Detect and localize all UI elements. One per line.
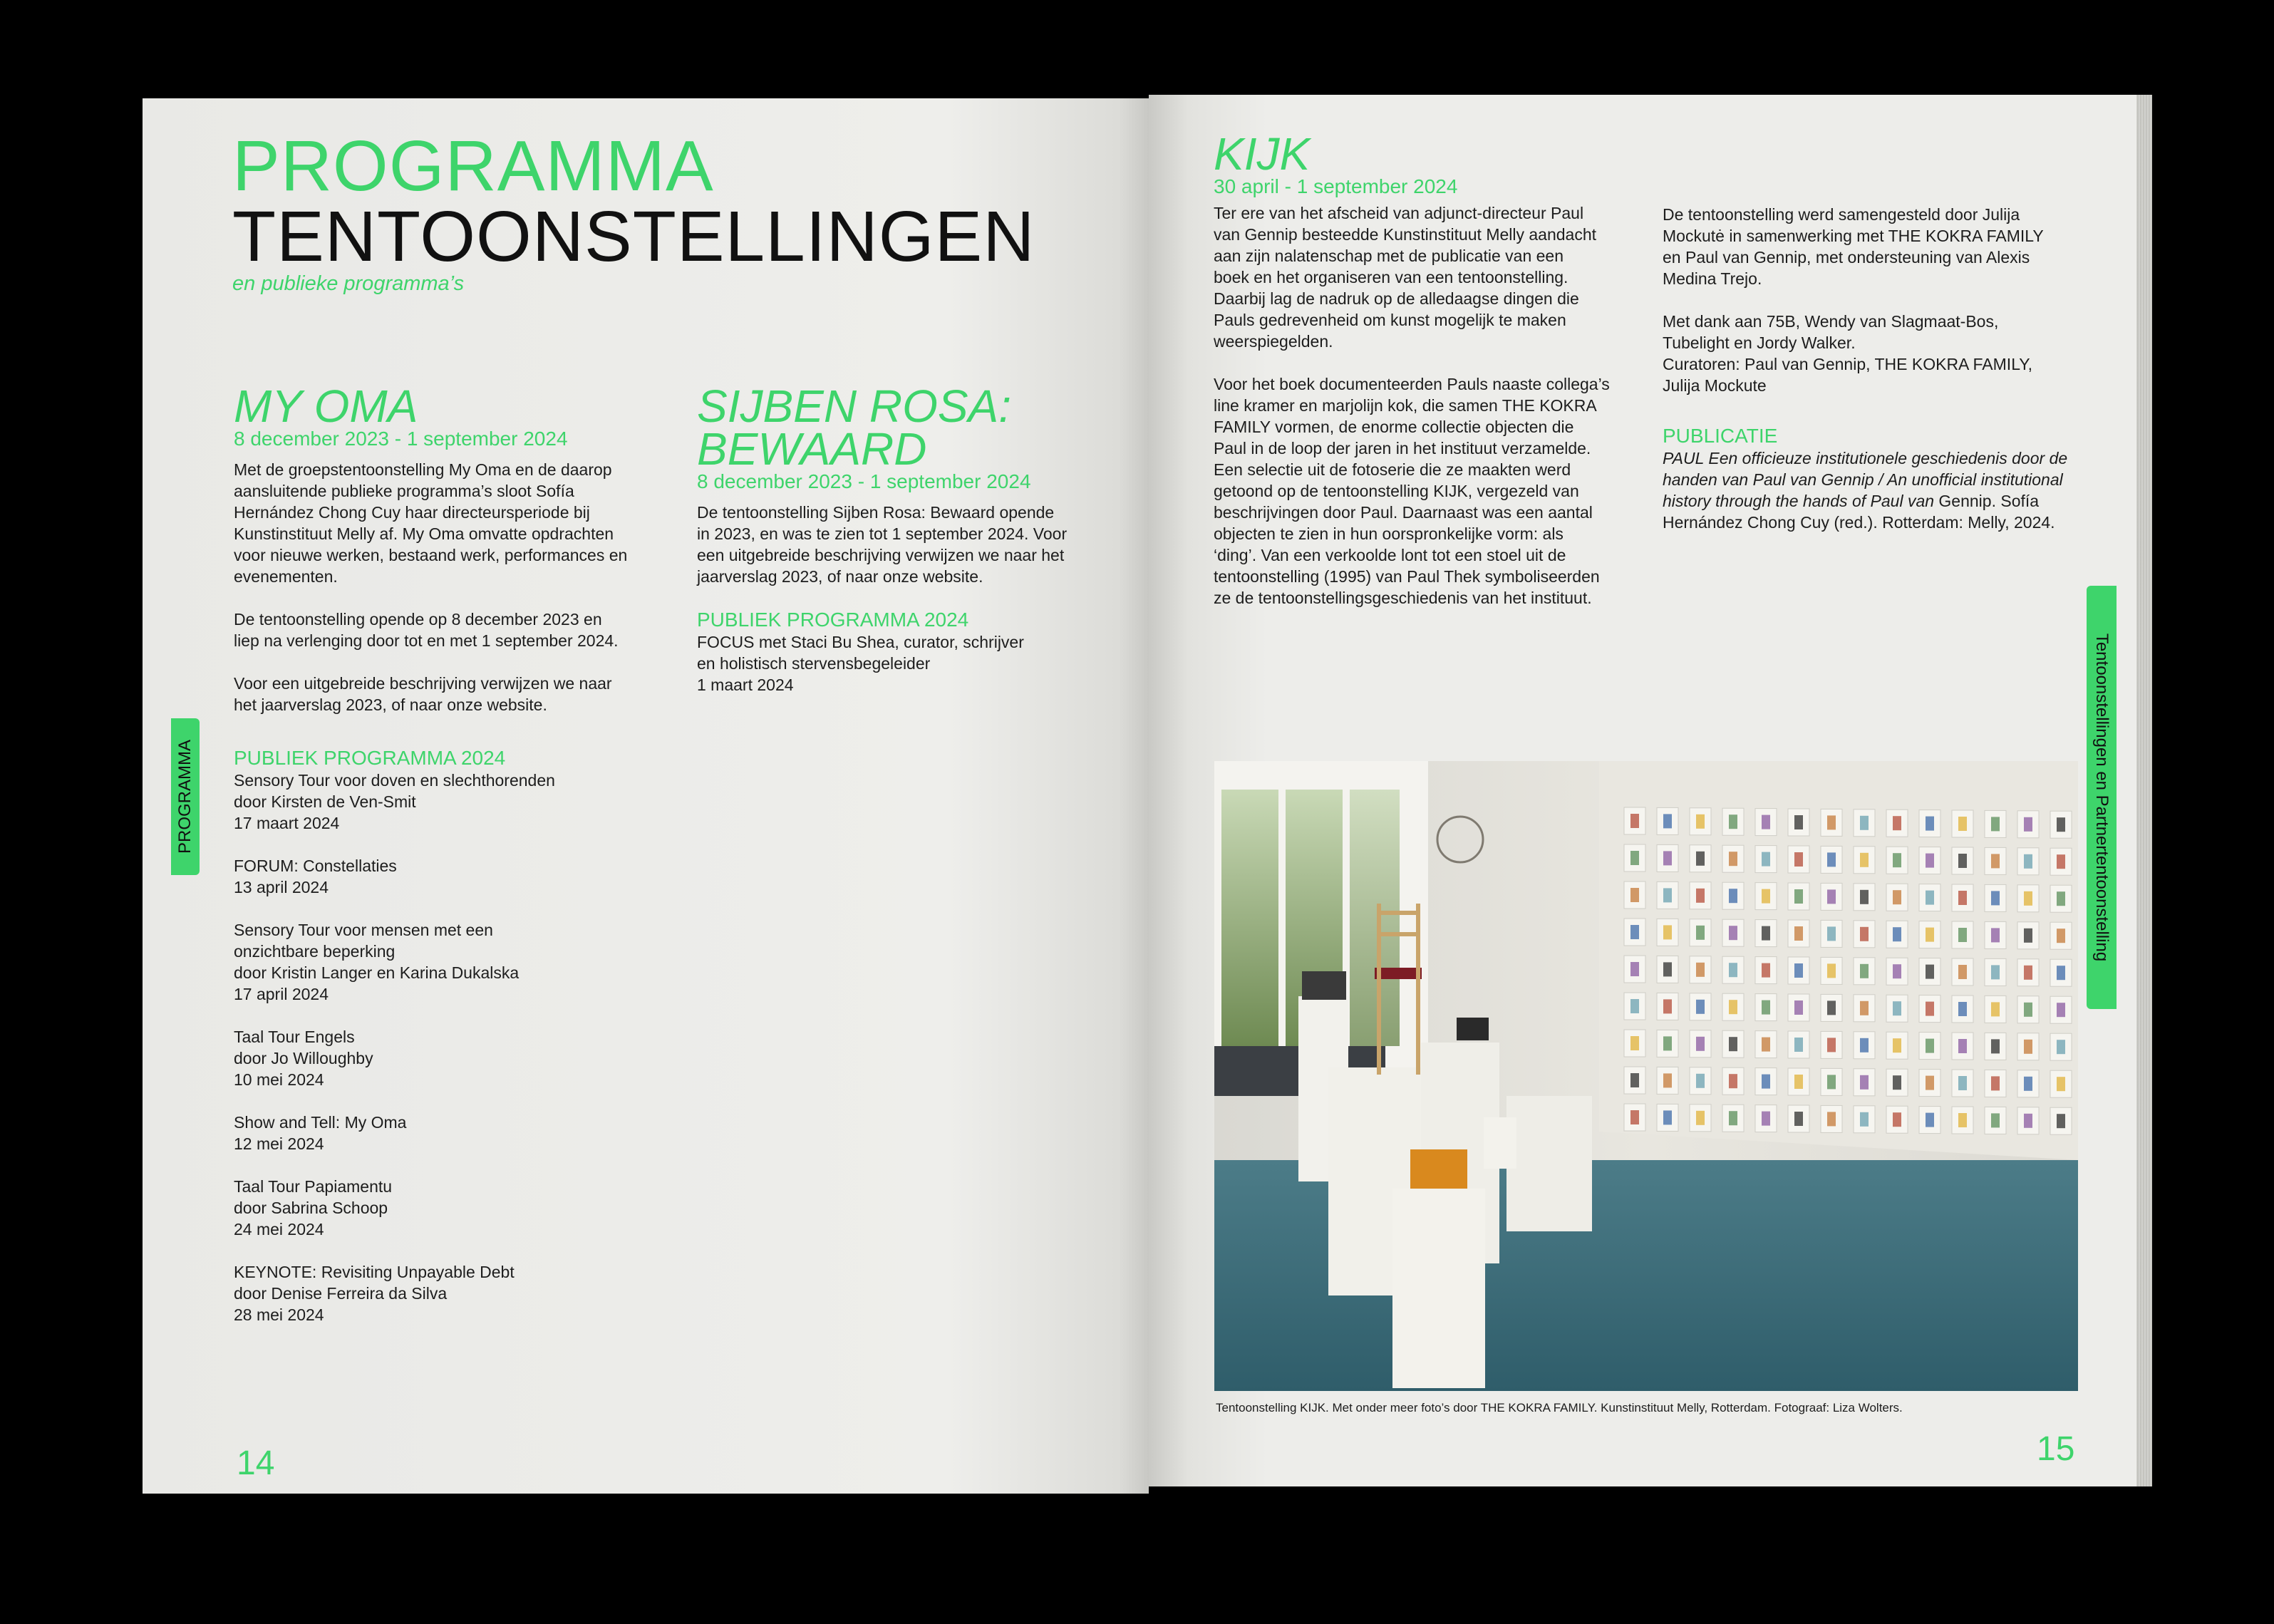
photo-frame-image xyxy=(1827,1075,1836,1089)
photo-frame-image xyxy=(1926,1039,1934,1053)
kijk-col2-para-1 xyxy=(1663,204,2090,289)
text-line: Voor het boek documenteerden Pauls naaste collega’s xyxy=(1214,375,1610,393)
text-line: getoond op de tentoonstelling KIJK, vergezeld van xyxy=(1214,482,1579,500)
text-line: KEYNOTE: Revisiting Unpayable Debt xyxy=(234,1263,515,1281)
photo-frame-image xyxy=(2024,1114,2032,1128)
photo-frame-image xyxy=(1893,890,1901,904)
text-line: 17 maart 2024 xyxy=(234,814,340,832)
photo-frame-image xyxy=(1860,1075,1869,1090)
plinth xyxy=(1506,1096,1592,1231)
photo-frame-image xyxy=(1729,1000,1737,1014)
window-pane xyxy=(1221,790,1278,1046)
text-line: Julija Mockute xyxy=(1663,376,1767,395)
text-line: institutional history through the hands of Paul van xyxy=(1663,470,2063,510)
photo-frame-image xyxy=(1893,927,1901,941)
photo-frame-image xyxy=(1860,890,1869,904)
photo-frame-image xyxy=(1991,965,2000,979)
photo-frame-image xyxy=(1827,889,1836,904)
photo-frame-image xyxy=(1630,1036,1639,1050)
body-sijben xyxy=(697,502,1125,587)
photo-frame-image xyxy=(2024,1040,2032,1054)
text-line: Medina Trejo. xyxy=(1663,269,1762,288)
photo-frame-image xyxy=(1630,1073,1639,1087)
text-line: PAUL xyxy=(1663,449,1704,467)
text-line: evenementen. xyxy=(234,567,338,586)
program-list-sijben xyxy=(697,631,1125,695)
text-line: ‘ding’. Van een verkoolde lont tot een stoel uit de xyxy=(1214,546,1566,564)
photo-frame-image xyxy=(1729,1037,1737,1051)
photo-frame-image xyxy=(1762,1038,1770,1052)
photo-frame-image xyxy=(1696,1111,1705,1125)
program-item xyxy=(234,1026,661,1090)
text-line: weerspiegelden. xyxy=(1214,332,1333,351)
photo-frame-image xyxy=(1794,1000,1803,1015)
photo-frame-image xyxy=(1762,889,1770,904)
text-line: liep na verlenging door tot en met 1 september 2024. xyxy=(234,631,619,650)
photo-frame-image xyxy=(2057,891,2065,906)
photo-frame-image xyxy=(1860,1001,1869,1015)
text-line: De tentoonstelling Sijben Rosa: Bewaard opende xyxy=(697,503,1055,522)
photo-frame-image xyxy=(1696,1074,1705,1088)
photo-frame-image xyxy=(2024,817,2032,832)
photo-frame-image xyxy=(1991,928,2000,942)
photo-frame-image xyxy=(1794,1075,1803,1089)
text-line: in 2023, en was te zien tot 1 september 2024. Voor xyxy=(697,524,1068,543)
text-line: beschrijvingen door Paul. Daarnaast was een aantal xyxy=(1214,503,1593,522)
photo-frame-image xyxy=(1696,852,1705,866)
text-line: objecten te zien in hun oorspronkelijke vorm: als xyxy=(1214,524,1564,543)
kijk-para-1 xyxy=(1214,202,1641,352)
photo-frame-image xyxy=(1991,891,2000,905)
dates-my-oma: 8 december 2023 - 1 september 2024 xyxy=(234,428,568,450)
text-line: Tubelight en Jordy Walker. xyxy=(1663,333,1856,352)
photo-frame-image xyxy=(1663,1073,1672,1087)
text-line: boek en het organiseren van een tentoonstelling. xyxy=(1214,268,1568,286)
publication-heading: PUBLICATIE xyxy=(1663,425,1778,447)
photo-frame-image xyxy=(1893,964,1901,978)
program-heading-sijben: PUBLIEK PROGRAMMA 2024 xyxy=(697,609,969,631)
text-line: Met dank aan 75B, Wendy van Slagmaat-Bos, xyxy=(1663,312,1999,331)
program-item xyxy=(234,1261,661,1325)
photo-frame-image xyxy=(1991,1076,2000,1090)
side-tab-left xyxy=(171,718,200,875)
photo-frame-image xyxy=(1860,853,1869,867)
program-item xyxy=(234,1176,661,1240)
photo-frame-image xyxy=(1794,963,1803,978)
photo-frame-image xyxy=(2024,854,2032,869)
page-number-right: 15 xyxy=(2037,1430,2075,1468)
photo-frame-image xyxy=(1696,963,1705,977)
photo-frame-image xyxy=(1794,815,1803,829)
text-line: 12 mei 2024 xyxy=(234,1134,324,1153)
photo-frame-image xyxy=(1696,1000,1705,1014)
text-line: het jaarverslag 2023, of naar onze website. xyxy=(234,695,547,714)
photo-frame-image xyxy=(1926,1113,1934,1127)
photo-frame-image xyxy=(1893,816,1901,830)
photo-frame-image xyxy=(1729,889,1737,903)
text-line: Mockutė in samenwerking met THE KOKRA FAMILY xyxy=(1663,227,2044,245)
exhibition-photo xyxy=(1214,761,2078,1391)
text-line: Kunstinstituut Melly af. My Oma omvatte opdrachten xyxy=(234,524,614,543)
photo-frame-image xyxy=(2024,929,2032,943)
page-edge xyxy=(2136,95,2152,1486)
text-line: Gennip. Sofía Hernández Chong Cuy (red.). xyxy=(1663,492,2040,532)
photo-frame-image xyxy=(1991,1113,2000,1127)
photo-frame-image xyxy=(1926,891,1934,905)
publication-text xyxy=(1663,448,2090,533)
photo-frame-image xyxy=(1958,928,1967,942)
text-line: Show and Tell: My Oma xyxy=(234,1113,407,1132)
photo-frame-image xyxy=(2057,929,2065,943)
text-line: Met de groepstentoonstelling My Oma en de daarop xyxy=(234,460,612,479)
dates-sijben: 8 december 2023 - 1 september 2024 xyxy=(697,470,1031,492)
text-line: Ter ere van het afscheid van adjunct-directeur Paul xyxy=(1214,204,1584,222)
photo-frame-image xyxy=(1630,851,1639,865)
photo-frame-image xyxy=(1958,1002,1967,1016)
photo-frame-image xyxy=(1991,1002,2000,1016)
page-number-left: 14 xyxy=(237,1444,275,1482)
program-list-my-oma xyxy=(234,770,661,1325)
photo-frame-image xyxy=(2057,1003,2065,1017)
photo-frame-image xyxy=(1958,1039,1967,1053)
photo-frame-image xyxy=(1860,1112,1869,1127)
photo-frame-image xyxy=(1893,1112,1901,1127)
text-line: en Paul van Gennip, met ondersteuning van Alexis xyxy=(1663,248,2030,267)
photo-frame-image xyxy=(1958,965,1967,979)
photo-frame-image xyxy=(1926,854,1934,868)
text-line: door Jo Willoughby xyxy=(234,1049,373,1067)
photo-frame-image xyxy=(1860,816,1869,830)
photo-frame-image xyxy=(1794,926,1803,941)
heading-sijben-line2: BEWAARD xyxy=(697,423,927,475)
photo-frame-image xyxy=(2057,1077,2065,1091)
section-my-oma xyxy=(234,381,661,1347)
tv-object xyxy=(1302,971,1346,1000)
photo-frame-image xyxy=(1926,965,1934,979)
photo-frame-image xyxy=(1762,815,1770,829)
photo-frame-image xyxy=(1762,1075,1770,1089)
text-line: een uitgebreide beschrijving verwijzen we naar het xyxy=(697,546,1065,564)
text-line: Daarbij lag de nadruk op de alledaagse dingen die xyxy=(1214,289,1579,308)
text-line: Sensory Tour voor mensen met een xyxy=(234,921,493,939)
text-line: en holistisch stervensbegeleider xyxy=(697,654,931,673)
text-line: voor nieuwe werken, bestaand werk, performances en xyxy=(234,546,628,564)
section-sijben-rosa xyxy=(697,381,1125,695)
text-line: Een officieuze institutionele geschiedenis door xyxy=(1708,449,2045,467)
kijk-col2-para-2 xyxy=(1663,311,2090,396)
title-tentoonstellingen: TENTOONSTELLINGEN xyxy=(232,197,1035,276)
photo-frame-image xyxy=(1663,962,1672,976)
text-line: Een selectie uit de fotoserie die ze maakten werd xyxy=(1214,460,1571,479)
orange-box-object xyxy=(1410,1149,1467,1189)
program-item xyxy=(234,1112,661,1154)
program-item xyxy=(234,770,661,834)
photo-frame-image xyxy=(1696,889,1705,903)
photo-frame-image xyxy=(1663,925,1672,939)
photo-frame-image xyxy=(1926,928,1934,942)
text-line: Hernández Chong Cuy haar directeursperiode bij xyxy=(234,503,590,522)
photo-frame-image xyxy=(1630,962,1639,976)
program-heading-my-oma: PUBLIEK PROGRAMMA 2024 xyxy=(234,747,506,769)
text-line: door Denise Ferreira da Silva xyxy=(234,1284,448,1303)
text-line: door Sabrina Schoop xyxy=(234,1199,388,1217)
dates-kijk: 30 april - 1 september 2024 xyxy=(1214,175,1458,197)
my-oma-para-2 xyxy=(234,609,661,651)
photo-frame-image xyxy=(1926,1076,1934,1090)
text-line: Taal Tour Engels xyxy=(234,1028,355,1046)
title-programma: PROGRAMMA xyxy=(232,126,714,206)
body-kijk xyxy=(1214,202,1641,609)
photo-frame-image xyxy=(1991,817,2000,831)
text-line: FORUM: Constellaties xyxy=(234,857,397,875)
text-line: FOCUS met Staci Bu Shea, curator, schrijver xyxy=(697,633,1024,651)
photo-frame-image xyxy=(1630,814,1639,828)
photo-frame-image xyxy=(1729,814,1737,829)
photo-frame-image xyxy=(2057,966,2065,980)
text-line: Pauls gedrevenheid om kunst mogelijk te maken xyxy=(1214,311,1566,329)
photo-frame-image xyxy=(1893,1038,1901,1053)
photo-frame-image xyxy=(1860,964,1869,978)
photo-frame-image xyxy=(1794,889,1803,904)
photo-frame-image xyxy=(1663,814,1672,828)
photo-frame-image xyxy=(1630,888,1639,902)
photo-frame-image xyxy=(1860,927,1869,941)
text-line: Rotterdam: Melly, 2024. xyxy=(1882,513,2055,532)
photo-frame-image xyxy=(2057,1040,2065,1054)
plinth xyxy=(1484,1117,1516,1169)
photo-frame-image xyxy=(1794,852,1803,867)
text-line: Paul in de loop der jaren in het instituut verzamelde. xyxy=(1214,439,1591,457)
heading-my-oma: MY OMA xyxy=(234,381,418,432)
side-tab-right xyxy=(2087,586,2117,1009)
body-kijk-col2 xyxy=(1663,204,2090,396)
text-line: Sensory Tour voor doven en slechthorenden xyxy=(234,771,555,790)
photo-frame-image xyxy=(1663,888,1672,902)
text-line: De tentoonstelling werd samengesteld door Julija xyxy=(1663,205,2020,224)
text-line: jaarverslag 2023, of naar onze website. xyxy=(697,567,983,586)
photo-frame-image xyxy=(1926,817,1934,831)
photo-frame-image xyxy=(1827,1038,1836,1052)
text-line: 17 april 2024 xyxy=(234,985,329,1003)
photo-frame-image xyxy=(1729,1111,1737,1125)
photo-frame-image xyxy=(1958,817,1967,831)
photo-frame-image xyxy=(1926,1002,1934,1016)
section-kijk-col2 xyxy=(1663,204,2090,533)
photo-frame-image xyxy=(2024,966,2032,980)
photo-frame-image xyxy=(1794,1112,1803,1126)
photo-frame-image xyxy=(1860,1038,1869,1053)
photo-frame-image xyxy=(1630,999,1639,1013)
photo-frame-image xyxy=(1762,1000,1770,1015)
section-kijk xyxy=(1214,128,1641,630)
photo-frame-image xyxy=(2057,817,2065,832)
photo-frame-image xyxy=(1630,1110,1639,1124)
photo-frame-image xyxy=(1827,963,1836,978)
photo-frame-image xyxy=(1663,1110,1672,1124)
text-line: aansluitende publieke programma’s sloot Sofía xyxy=(234,482,574,500)
photo-frame-image xyxy=(2057,854,2065,869)
photo-frame-image xyxy=(1827,926,1836,941)
text-line: Voor een uitgebreide beschrijving verwijzen we naar xyxy=(234,674,612,693)
text-line: De tentoonstelling opende op 8 december 2023 en xyxy=(234,610,602,629)
my-oma-para-1 xyxy=(234,459,661,587)
text-line: de handen van Paul van Gennip / An unofficial xyxy=(1663,449,2068,489)
text-line: van Gennip besteedde Kunstinstituut Melly aandacht xyxy=(1214,225,1597,244)
text-line: FAMILY vormen, de enorme collectie objecten die xyxy=(1214,418,1574,436)
photo-frame-image xyxy=(1893,853,1901,867)
photo-frame-image xyxy=(1762,963,1770,978)
photo-frame-image xyxy=(1696,926,1705,940)
text-line: 24 mei 2024 xyxy=(234,1220,324,1238)
photo-frame-image xyxy=(1893,1075,1901,1090)
heading-sijben-line1: SIJBEN ROSA: xyxy=(697,381,1011,432)
photo-frame-image xyxy=(1827,1000,1836,1015)
photo-frame-image xyxy=(1794,1038,1803,1052)
photo-frame-image xyxy=(1696,1037,1705,1051)
exhibition-photo-illustration xyxy=(1214,761,2078,1391)
text-line: 10 mei 2024 xyxy=(234,1070,324,1089)
my-oma-para-3 xyxy=(234,673,661,715)
side-tab-left-label: PROGRAMMA xyxy=(175,739,195,854)
text-line: onzichtbare beperking xyxy=(234,942,396,961)
photo-frame-image xyxy=(1663,1036,1672,1050)
text-line: aan zijn nalatenschap met de publicatie van een xyxy=(1214,247,1564,265)
photo-frame-image xyxy=(1630,925,1639,939)
text-line: door Kirsten de Ven-Smit xyxy=(234,792,416,811)
photo-frame-image xyxy=(1893,1001,1901,1015)
photo-frame-image xyxy=(1991,1039,2000,1053)
photo-frame-image xyxy=(1958,854,1967,868)
text-line: tentoonstelling (1995) van Paul Thek symboliseerden xyxy=(1214,567,1600,586)
photo-frame-image xyxy=(1663,999,1672,1013)
photo-frame-image xyxy=(1827,852,1836,867)
text-line: door Kristin Langer en Karina Dukalska xyxy=(234,963,520,982)
photo-frame-image xyxy=(1729,1074,1737,1088)
text-line: Taal Tour Papiamentu xyxy=(234,1177,393,1196)
photo-frame-image xyxy=(1729,926,1737,940)
body-my-oma xyxy=(234,459,661,715)
photo-frame-image xyxy=(2024,1003,2032,1017)
photo-frame-image xyxy=(1958,1113,1967,1127)
photo-frame-image xyxy=(1827,815,1836,829)
text-line: ze de tentoonstellingsgeschiedenis van het instituut. xyxy=(1214,589,1592,607)
text-line: Curatoren: Paul van Gennip, THE KOKRA FAMILY, xyxy=(1663,355,2033,373)
page-subtitle: en publieke programma’s xyxy=(232,272,465,295)
heading-kijk: KIJK xyxy=(1214,128,1311,180)
photo-frame-image xyxy=(1991,854,2000,868)
photo-frame-image xyxy=(1729,963,1737,977)
photo-frame-image xyxy=(2024,1077,2032,1091)
photo-frame-image xyxy=(1762,1112,1770,1126)
program-item xyxy=(234,919,661,1005)
text-line: line kramer en marjolijn kok, die samen THE KOKRA xyxy=(1214,396,1597,415)
window-pane xyxy=(1350,790,1400,1046)
photo-frame-image xyxy=(2057,1114,2065,1128)
photo-caption: Tentoonstelling KIJK. Met onder meer foto’s door THE KOKRA FAMILY. Kunstinstituut Melly, Rotterdam. Fotograaf: Liza Wolters. xyxy=(1216,1401,1903,1414)
text-line: 1 maart 2024 xyxy=(697,676,794,694)
kettle-object xyxy=(1457,1018,1489,1040)
kijk-para-2 xyxy=(1214,373,1641,609)
photo-frame-image xyxy=(1762,926,1770,941)
text-line: 28 mei 2024 xyxy=(234,1305,324,1324)
photo-frame-image xyxy=(1696,814,1705,829)
photo-frame-image xyxy=(1827,1112,1836,1126)
text-line: 13 april 2024 xyxy=(234,878,329,896)
photo-frame-image xyxy=(1958,1076,1967,1090)
photo-frame-image xyxy=(1663,851,1672,865)
photo-frame-image xyxy=(1762,852,1770,867)
photo-frame-image xyxy=(2024,891,2032,906)
program-item xyxy=(234,855,661,898)
plinth xyxy=(1392,1189,1485,1388)
sijben-para xyxy=(697,502,1125,587)
photo-frame-image xyxy=(1958,891,1967,905)
side-tab-right-label: Tentoonstellingen en Partnertentoonstelling xyxy=(2092,633,2112,962)
photo-frame-image xyxy=(1729,852,1737,866)
